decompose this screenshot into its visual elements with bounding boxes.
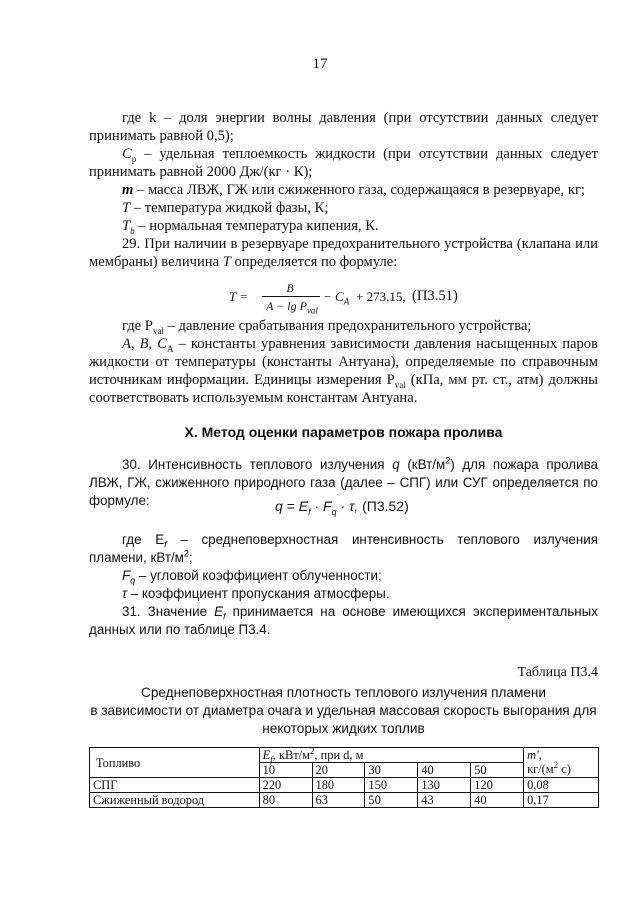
ef-text-b: – среднеповерхностная интенсивность теплового излучения пламени, кВт/м (89, 532, 598, 565)
formula-351-ca: − C (323, 289, 344, 304)
definition-tb (89, 217, 598, 235)
header-m-symbol: m', (527, 748, 542, 762)
item-29-text-a: 29. При наличии в резервуаре предохранительного устройства (клапана или мембраны) величина (89, 236, 598, 270)
item-31-text-a: 31. Значение (122, 604, 215, 619)
definition-pval (89, 317, 598, 335)
table-caption-line-1: Среднеповерхностная плотность теплового излучения пламени (141, 685, 546, 700)
formula-351-denominator (262, 297, 322, 315)
header-m-text-b: кг/(м (527, 762, 554, 776)
item-30-text-b: (кВт/м (399, 457, 446, 472)
formula-352-e-sub: f (308, 506, 311, 517)
formula-352 (275, 497, 409, 515)
item-31-text-b: принимается на основе имеющихся экспериментальных данных или по таблице П3.4. (89, 604, 599, 637)
mass-rate-cell: 0,17 (524, 793, 599, 808)
abc-symbols: A, B, C (122, 336, 167, 352)
header-ef-sub: f (270, 754, 273, 765)
definition-antoine (89, 335, 598, 407)
cp-subscript: p (131, 153, 137, 164)
definition-cp (89, 145, 598, 181)
item-30-text-c: ) для пожара пролива ЛВЖ, ГЖ, сжиженного природного газа (далее – СПГ) или СУГ определяется по формуле: (89, 457, 598, 508)
formula-351-lhs: T = (229, 289, 249, 304)
header-ef-sup: 2 (309, 745, 315, 756)
pval-text-a: где P (122, 318, 153, 334)
formula-352-f-sub: q (331, 506, 337, 517)
abc-sub: A (166, 343, 174, 354)
diameter-cell: 10 (259, 763, 312, 778)
fq-symbol: F (122, 568, 131, 583)
m-text: – масса ЛВЖ, ГЖ или сжиженного газа, содержащаяся в резервуаре, кг; (133, 182, 585, 198)
value-cell: 43 (418, 793, 471, 808)
table-row (90, 793, 599, 808)
table-header-row (90, 748, 599, 763)
definition-ef (89, 531, 598, 567)
item-31-ef-sub: f (223, 611, 226, 622)
section-heading: X. Метод оценки параметров пожара пролива (184, 424, 503, 440)
formula-351-numerator: B (286, 281, 294, 295)
ef-text-c: ; (188, 550, 193, 565)
cp-symbol: C (122, 146, 132, 162)
value-cell: 40 (471, 793, 524, 808)
definition-tau (89, 585, 598, 603)
table-row (90, 778, 599, 793)
item-29 (89, 235, 598, 271)
formula-351-label: (П3.51) (412, 288, 458, 304)
table-caption-line-3: некоторых жидких топлив (262, 721, 425, 736)
value-cell: 220 (259, 778, 312, 793)
item-30-q: q (392, 457, 400, 472)
formula-352-mid: · F (310, 498, 332, 514)
item-30-sup: 2 (445, 455, 451, 466)
ef-text-a: где E (122, 532, 165, 547)
diameter-cell: 50 (471, 763, 524, 778)
item-29-text-b: определяется по формуле: (230, 254, 398, 270)
item-31-ef: E (214, 604, 224, 619)
formula-351-ca-sub: A (343, 296, 350, 307)
formula-351-rest (323, 288, 349, 306)
t-symbol: T (122, 200, 131, 216)
pval-text-b: – давление срабатывания предохранительного устройства; (163, 318, 532, 334)
t-text: – температура жидкой фазы, К; (130, 200, 329, 216)
value-cell: 50 (365, 793, 418, 808)
tb-subscript: b (130, 225, 135, 236)
tb-text: – нормальная температура кипения, К. (134, 218, 379, 234)
item-30-text-a: 30. Интенсивность теплового излучения (122, 457, 393, 472)
header-ef (259, 745, 523, 765)
diameter-cell: 20 (312, 763, 365, 778)
formula-351-constant: + 273,15, (356, 289, 406, 304)
formula-352-expr: q = E (275, 498, 309, 514)
abc-sub2: val (394, 379, 406, 390)
item-31 (89, 603, 598, 639)
tau-symbol: τ (122, 586, 128, 601)
header-m-sup: 2 (553, 759, 559, 770)
pval-sub: val (152, 325, 164, 336)
header-ef-text-c: , при d, м (314, 748, 364, 762)
diameter-cell: 40 (418, 763, 471, 778)
formula-352-label: (П3.52) (362, 498, 409, 514)
fuel-table (89, 747, 599, 808)
table-caption-line-2: в зависимости от диаметра очага и удельная массовая скорость выгорания для (90, 703, 597, 718)
header-fuel: Топливо (90, 748, 260, 778)
tb-symbol: T (122, 218, 131, 234)
abc-text: – константы уравнения зависимости давления насыщенных паров жидкости от температуры (константы Антуана), определяемые по справочным источникам информации. Единицы измерения P (89, 336, 598, 388)
formula-351-den-text: A − lg P (266, 299, 307, 313)
formula-351-den-sub: val (306, 305, 318, 316)
value-cell: 120 (471, 778, 524, 793)
value-cell: 180 (312, 778, 365, 793)
m-symbol: m (122, 182, 134, 198)
definition-m (89, 181, 598, 199)
abc-text-end: (кПа, мм рт. ст., атм) должны соответствовать используемым константам Антуана. (89, 372, 598, 406)
ef-sub: f (164, 539, 167, 550)
value-cell: 130 (418, 778, 471, 793)
definition-t (89, 199, 598, 217)
header-ef-text-b: , кВт/м (272, 748, 310, 762)
fq-sub: q (130, 575, 136, 586)
formula-352-end: · τ, (336, 498, 359, 514)
item-29-t-symbol: T (222, 254, 231, 270)
value-cell: 150 (365, 778, 418, 793)
cp-text: – удельная теплоемкость жидкости (при отсутствии данных следует принимать равной 2000 Дж/(кг · К); (89, 146, 598, 180)
mass-rate-cell: 0,08 (524, 778, 599, 793)
fuel-cell: Сжиженный водород (90, 793, 260, 808)
definition-k: где k – доля энергии волны давления (при отсутствии данных следует принимать равной 0,5); (89, 110, 598, 144)
header-ef-symbol: E (262, 748, 271, 762)
tau-text: – коэффициент пропускания атмосферы. (127, 586, 390, 601)
header-mass-rate (524, 748, 599, 778)
fq-text: – угловой коэффициент облученности; (135, 568, 382, 583)
value-cell: 63 (312, 793, 365, 808)
table-label: Таблица П3.4 (517, 665, 598, 680)
header-m-text-c: с) (558, 762, 571, 776)
diameter-cell: 30 (365, 763, 418, 778)
fuel-cell: СПГ (90, 778, 260, 793)
definition-fq (89, 567, 598, 585)
ef-sup: 2 (183, 548, 189, 559)
page-number: 17 (312, 56, 328, 72)
value-cell: 80 (259, 793, 312, 808)
